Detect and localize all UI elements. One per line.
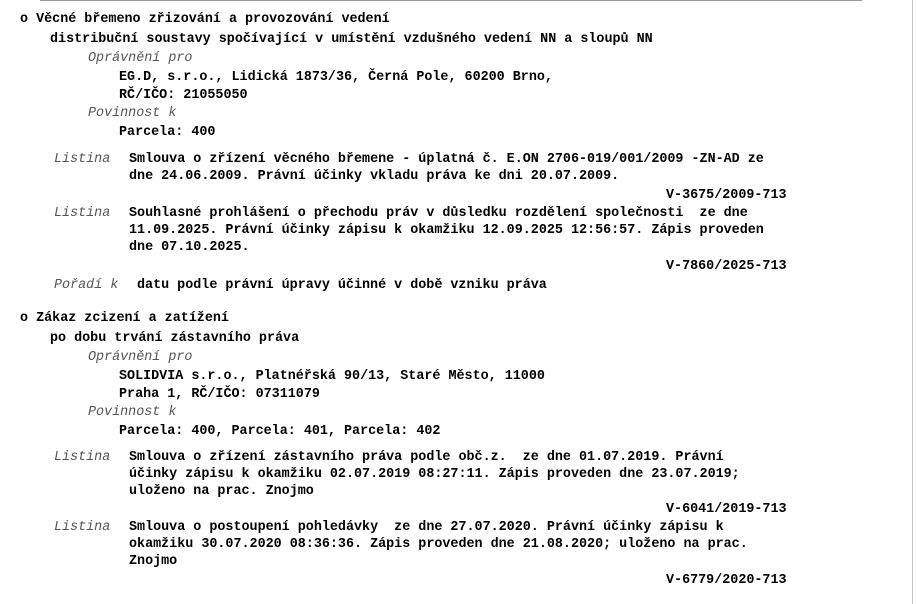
section-1-header [20,12,390,28]
section-2-title: Zákaz zcizení a zatížení [36,311,229,326]
section-1-listina-2-ref: V-7860/2025-713 [666,259,787,274]
section-1-listina-1-label: Listina [54,152,111,167]
section-2-listina-1-line-1: Smlouva o zřízení zástavního práva podle obč.z. ze dne 01.07.2019. Právní [129,450,724,465]
section-1-listina-1-line-2: dne 24.06.2009. Právní účinky vkladu práva ke dni 20.07.2009. [129,169,620,184]
section-2-listina-1-ref: V-6041/2019-713 [666,502,787,517]
section-1-opravneni-label: Oprávnění pro [88,51,193,66]
section-1-listina-2-line-1: Souhlasné prohlášení o přechodu práv v důsledku rozdělení společnosti ze dne [129,206,748,221]
section-2-listina-2-line-1: Smlouva o postoupení pohledávky ze dne 27.07.2020. Právní účinky zápisu k [129,520,724,535]
section-1-opravneni-line-1: EG.D, s.r.o., Lidická 1873/36, Černá Pole, 60200 Brno, [119,70,553,85]
section-2-opravneni-line-2: Praha 1, RČ/IČO: 07311079 [119,387,320,402]
section-2-subtitle: po dobu trvání zástavního práva [50,331,300,346]
section-1-listina-2-line-2: 11.09.2025. Právní účinky zápisu k okamžiku 12.09.2025 12:56:57. Zápis proveden [129,223,764,238]
right-edge-rule [912,0,913,604]
section-2-listina-2-label: Listina [54,520,111,535]
section-1-listina-2-label: Listina [54,206,111,221]
section-1-opravneni-line-2: RČ/IČO: 21055050 [119,88,248,103]
section-2-bullet: o [20,311,29,326]
section-2-header [20,311,229,327]
section-1-title: Věcné břemeno zřizování a provozování vedení [36,12,390,27]
section-1-povinnost-value: Parcela: 400 [119,125,216,140]
section-2-listina-1-line-3: uloženo na prac. Znojmo [129,484,314,499]
section-1-poradi-value: datu podle právní úpravy účinné v době vzniku práva [137,278,547,293]
section-1-poradi-label: Pořadí k [54,278,119,293]
section-2-listina-2-line-3: Znojmo [129,554,178,569]
section-1-povinnost-label: Povinnost k [88,106,177,121]
section-2-opravneni-line-1: SOLIDVIA s.r.o., Platnéřská 90/13, Staré Město, 11000 [119,369,545,384]
section-2-povinnost-label: Povinnost k [88,405,177,420]
top-rule [40,0,862,1]
section-1-subtitle: distribuční soustavy spočívající v umístění vzdušného vedení NN a sloupů NN [50,32,653,47]
section-2-povinnost-value: Parcela: 400, Parcela: 401, Parcela: 402 [119,424,441,439]
section-1-bullet: o [20,12,29,27]
section-2-listina-2-line-2: okamžiku 30.07.2020 08:36:36. Zápis proveden dne 21.08.2020; uloženo na prac. [129,537,748,552]
section-2-listina-2-ref: V-6779/2020-713 [666,573,787,588]
section-1-listina-1-ref: V-3675/2009-713 [666,188,787,203]
section-2-opravneni-label: Oprávnění pro [88,350,193,365]
section-1-listina-2-line-3: dne 07.10.2025. [129,240,250,255]
section-2-listina-1-label: Listina [54,450,111,465]
section-2-listina-1-line-2: účinky zápisu k okamžiku 02.07.2019 08:27:11. Zápis proveden dne 23.07.2019; [129,467,740,482]
section-1-listina-1-line-1: Smlouva o zřízení věcného břemene - úplatná č. E.ON 2706-019/001/2009 -ZN-AD ze [129,152,764,167]
